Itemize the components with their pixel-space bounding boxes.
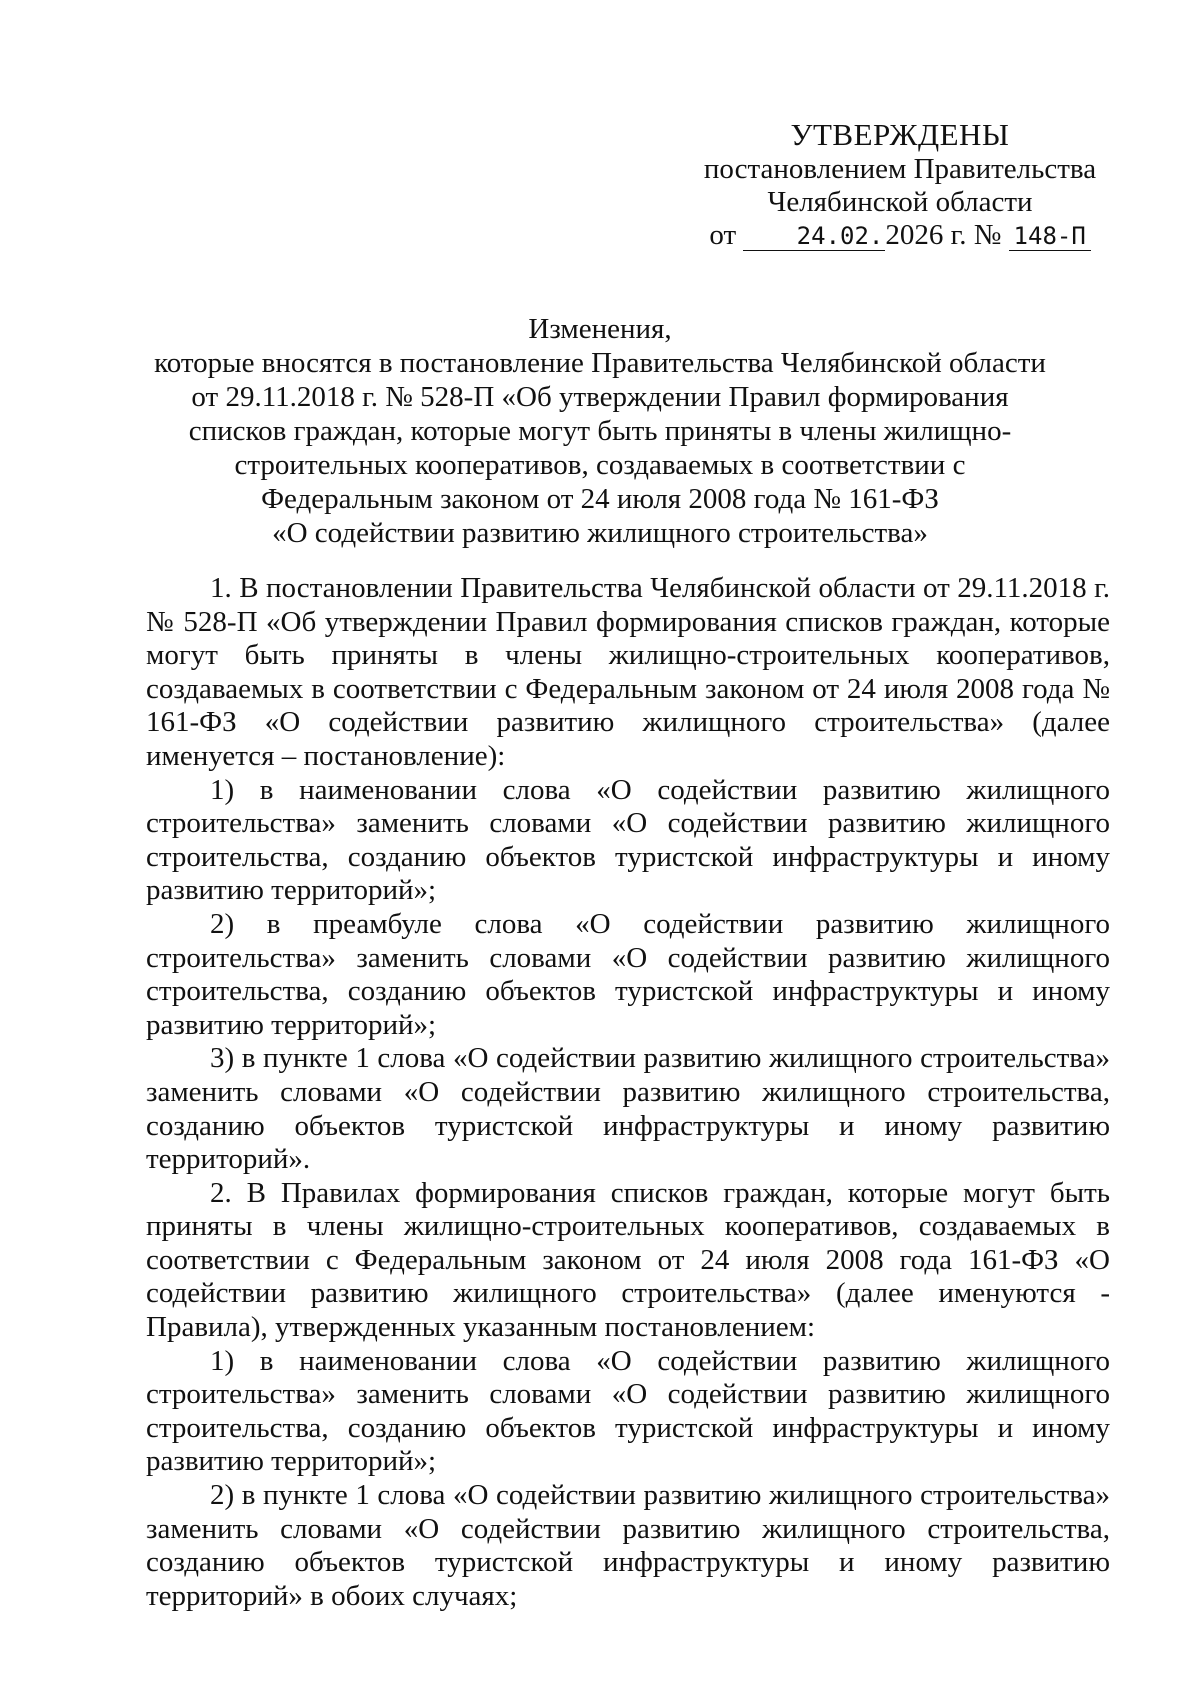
- approval-date-line: [690, 219, 1110, 252]
- paragraph-2: 2. В Правилах формирования списков граждан, которые могут быть приняты в члены жилищно-строительных кооперативов, создаваемых в соответствии с Федеральным законом от 24 июля 2008 года 161-ФЗ «О содействии развитию жилищного строительства» (далее именуются - Правила), утвержденных указанным постановлением:: [146, 1176, 1110, 1344]
- year-suffix: 2026 г. №: [885, 219, 1002, 251]
- approval-line-2: Челябинской области: [767, 186, 1033, 218]
- paragraph-1-3: 3) в пункте 1 слова «О содействии развитию жилищного строительства» заменить словами «О содействии развитию жилищного строительства, созданию объектов туристской инфраструктуры и иному развитию территорий».: [146, 1042, 1110, 1176]
- paragraph-1-1: 1) в наименовании слова «О содействии развитию жилищного строительства» заменить словами «О содействии развитию жилищного строительства, созданию объектов туристской инфраструктуры и иному развитию территорий»;: [146, 773, 1110, 907]
- document-number: 148-П: [1009, 222, 1091, 251]
- title-line: списков граждан, которые могут быть приняты в члены жилищно-: [188, 415, 1012, 447]
- paragraph-2-1: 1) в наименовании слова «О содействии развитию жилищного строительства» заменить словами «О содействии развитию жилищного строительства, созданию объектов туристской инфраструктуры и иному развитию территорий»;: [146, 1344, 1110, 1478]
- approval-stamp: УТВЕРЖДЕНЫ: [790, 117, 1010, 152]
- title-line: которые вносятся в постановление Правительства Челябинской области: [154, 347, 1046, 379]
- title-line: Изменения,: [528, 313, 672, 345]
- paragraph-1-2: 2) в преамбуле слова «О содействии развитию жилищного строительства» заменить словами «О содействии развитию жилищного строительства, созданию объектов туристской инфраструктуры и иному развитию территорий»;: [146, 907, 1110, 1041]
- approval-block: [690, 118, 1110, 252]
- date-value: 24.02.: [743, 222, 885, 251]
- document-title: [145, 312, 1055, 550]
- title-line: строительных кооперативов, создаваемых в соответствии с: [234, 449, 966, 481]
- document-body: [146, 572, 1110, 1613]
- date-prefix: от: [709, 219, 737, 251]
- paragraph-1: 1. В постановлении Правительства Челябинской области от 29.11.2018 г. № 528-П «Об утверждении Правил формирования списков граждан, которые могут быть приняты в члены жилищно-строительных кооперативов, создаваемых в соответствии с Федеральным законом от 24 июля 2008 года № 161-ФЗ «О содействии развитию жилищного строительства» (далее именуется – постановление):: [146, 572, 1110, 772]
- title-line: Федеральным законом от 24 июля 2008 года № 161-ФЗ: [261, 483, 939, 515]
- title-line: от 29.11.2018 г. № 528-П «Об утверждении Правил формирования: [191, 381, 1009, 413]
- approval-line-1: постановлением Правительства: [703, 153, 1097, 185]
- title-line: «О содействии развитию жилищного строительства»: [272, 517, 928, 549]
- paragraph-2-2: 2) в пункте 1 слова «О содействии развитию жилищного строительства» заменить словами «О содействии развитию жилищного строительства, созданию объектов туристской инфраструктуры и иному развитию территорий» в обоих случаях;: [146, 1479, 1110, 1612]
